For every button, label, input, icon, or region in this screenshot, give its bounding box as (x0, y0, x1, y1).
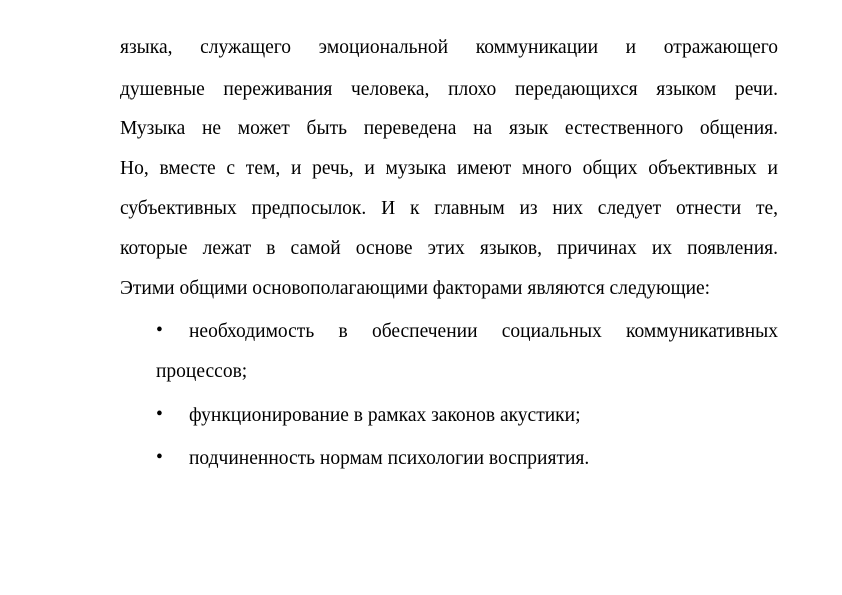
bullet-marker: • (156, 320, 163, 341)
bullet-marker: • (156, 404, 163, 425)
bullet-item-1-line-1: необходимость в обеспечении социальных коммуникативных (189, 321, 778, 342)
paragraph-line-4: Но, вместе с тем, и речь, и музыка имеют много общих объективных и (120, 158, 778, 179)
paragraph-line-2: душевные переживания человека, плохо передающихся языком речи. (120, 79, 778, 100)
paragraph-line-6: которые лежат в самой основе этих языков, причинах их появления. (120, 238, 778, 259)
paragraph-line-3: Музыка не может быть переведена на язык естественного общения. (120, 118, 778, 139)
bullet-item-3-line-1: подчиненность нормам психологии восприятия. (189, 448, 590, 469)
bullet-item-2-line-1: функционирование в рамках законов акустики; (189, 405, 581, 426)
paragraph-line-1: языка, служащего эмоциональной коммуникации и отражающего (120, 37, 778, 58)
bullet-marker: • (156, 447, 163, 468)
paragraph-line-5: субъективных предпосылок. И к главным из них следует отнести те, (120, 198, 778, 219)
bullet-item-1-line-2: процессов; (156, 361, 248, 382)
paragraph-line-7: Этими общими основополагающими факторами являются следующие: (120, 278, 711, 299)
